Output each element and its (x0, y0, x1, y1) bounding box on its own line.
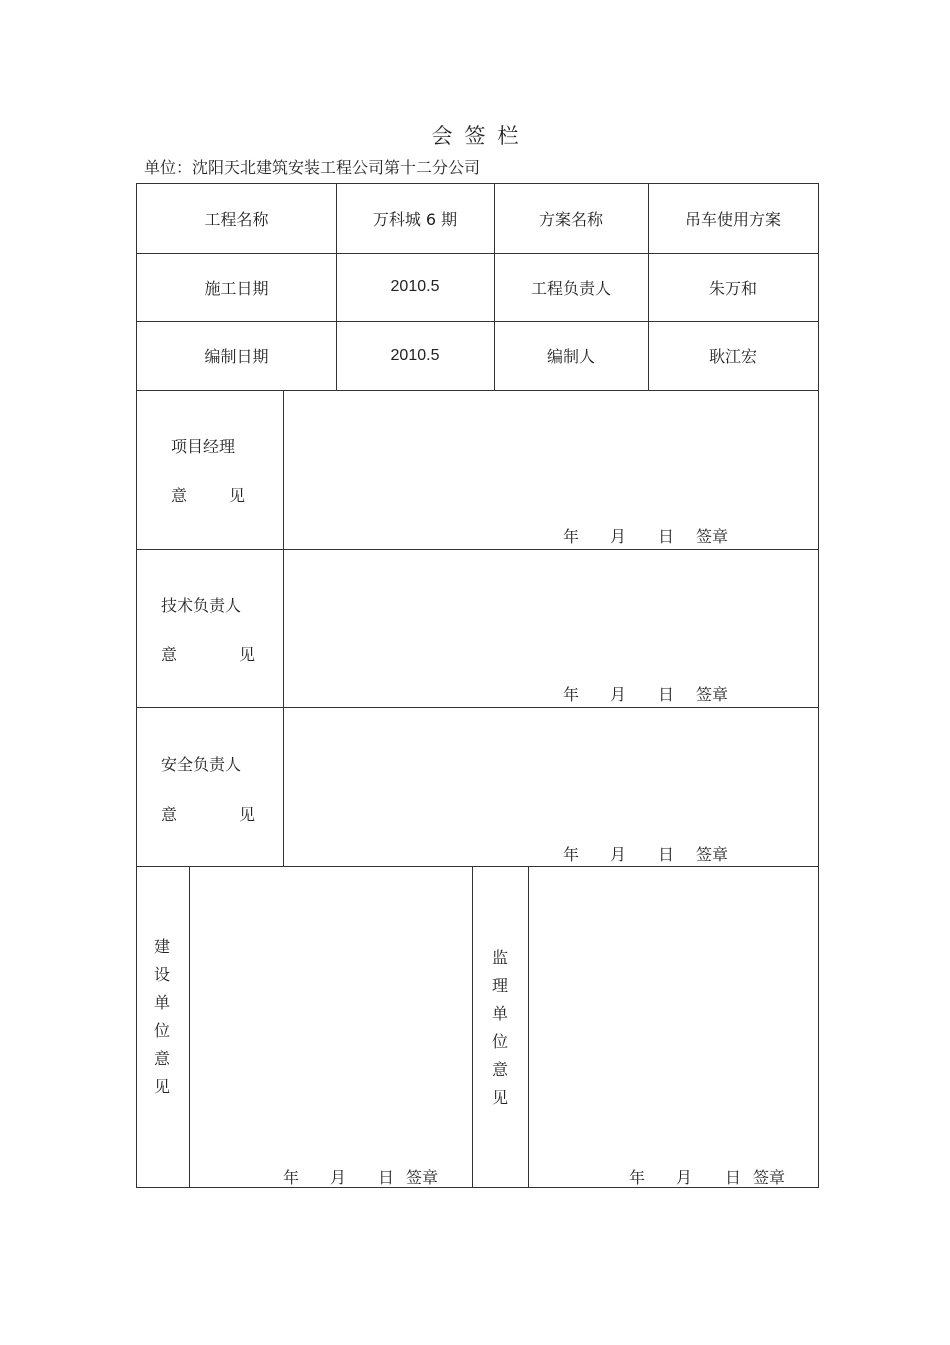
tech-opinion-yi: 意 (161, 645, 178, 664)
tech-opinion-label: 技术负责人 (161, 596, 242, 615)
year-label: 年 (563, 685, 580, 704)
project-name-value: 万科城 6 期 (372, 210, 458, 229)
year-label: 年 (563, 527, 580, 546)
month-label: 月 (610, 685, 627, 704)
year-label: 年 (629, 1168, 646, 1187)
month-label: 月 (610, 845, 627, 864)
month-label: 月 (610, 527, 627, 546)
day-label: 日 (658, 527, 675, 546)
month-label: 月 (330, 1168, 347, 1187)
seal-label: 签章 (696, 527, 729, 546)
construction-date-value: 2010.5 (390, 278, 440, 295)
year-label: 年 (563, 845, 580, 864)
pm-opinion-yi: 意 (171, 486, 188, 505)
pm-opinion-jian: 见 (229, 486, 246, 505)
plan-name-label: 方案名称 (538, 210, 603, 229)
tech-opinion-jian: 见 (239, 645, 256, 664)
seal-label: 签章 (406, 1168, 439, 1187)
project-lead-label: 工程负责人 (530, 278, 611, 298)
day-label: 日 (725, 1168, 742, 1187)
unit-line: 单位：沈阳天北建筑安装工程公司第十二分公司 (144, 158, 481, 177)
project-lead-value: 朱万和 (708, 278, 757, 298)
form-title: 会签栏 (431, 124, 531, 148)
pm-opinion-label: 项目经理 (171, 437, 236, 456)
safety-opinion-yi: 意 (161, 805, 178, 824)
day-label: 日 (658, 685, 675, 704)
month-label: 月 (676, 1168, 693, 1187)
construction-date-label: 施工日期 (204, 278, 269, 298)
seal-label: 签章 (696, 685, 729, 704)
seal-label: 签章 (753, 1168, 786, 1187)
compiler-value: 耿江宏 (708, 347, 757, 366)
compiler-label: 编制人 (546, 347, 595, 366)
compile-date-label: 编制日期 (204, 347, 269, 366)
day-label: 日 (378, 1168, 395, 1187)
safety-opinion-label: 安全负责人 (161, 755, 242, 774)
seal-label: 签章 (696, 845, 729, 864)
supervision-unit-label: 监理单位意见 (491, 948, 508, 1107)
day-label: 日 (658, 845, 675, 864)
safety-opinion-jian: 见 (239, 805, 256, 824)
plan-name-value: 吊车使用方案 (684, 210, 781, 229)
project-name-label: 工程名称 (204, 210, 269, 229)
compile-date-value: 2010.5 (390, 346, 440, 364)
year-label: 年 (283, 1168, 300, 1187)
construction-unit-label: 建设单位意见 (153, 937, 170, 1096)
sign-off-form (136, 183, 819, 1188)
